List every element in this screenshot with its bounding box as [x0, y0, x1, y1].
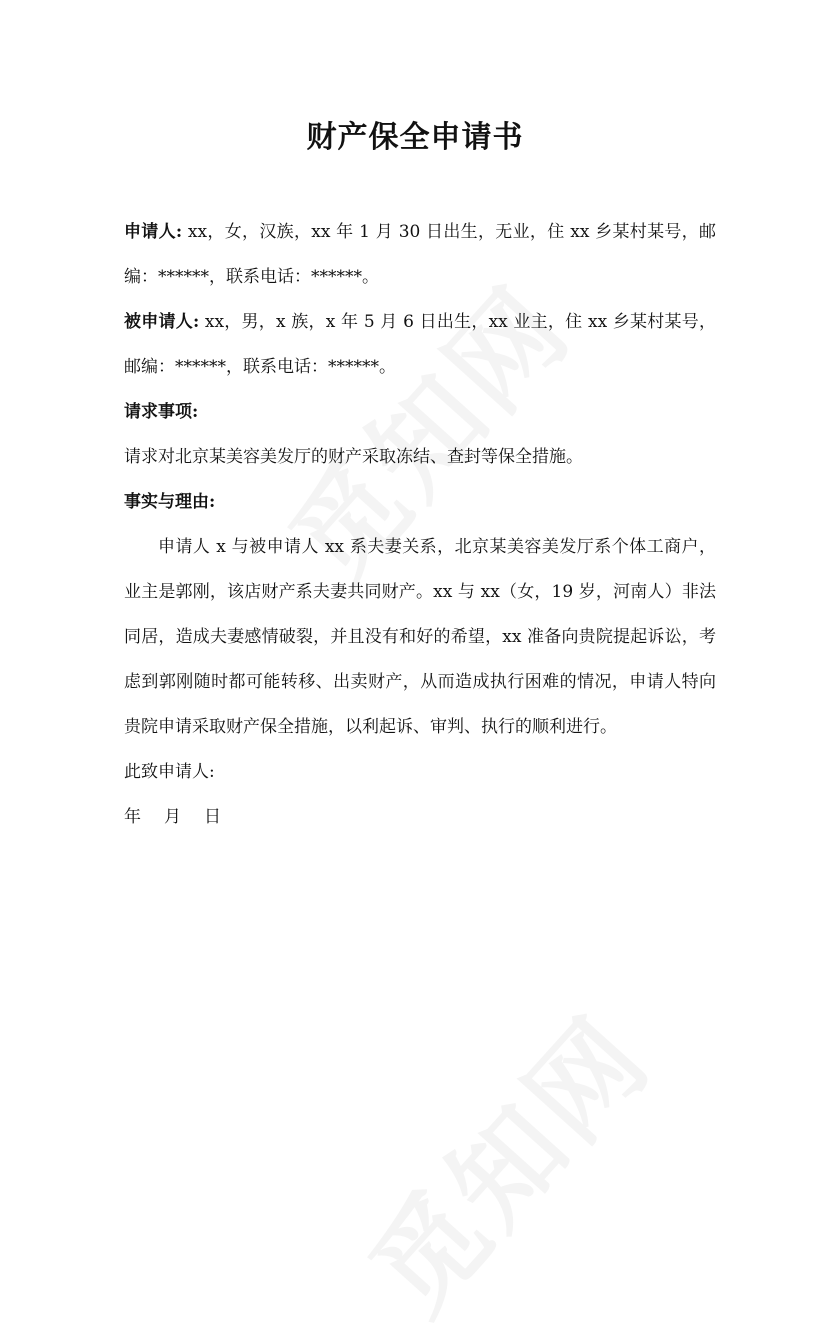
watermark	[329, 977, 679, 1341]
date-year: 年	[124, 807, 141, 827]
request-text: 请求对北京某美容美发厅的财产采取冻结、查封等保全措施。	[124, 447, 583, 467]
date-day: 日	[204, 807, 221, 827]
closing-text: 此致申请人:	[124, 762, 215, 782]
applicant-paragraph	[124, 210, 716, 300]
applicant-label: 申请人:	[124, 222, 183, 242]
date-month: 月	[164, 807, 181, 827]
respondent-text: xx，男，x 族，x 年 5 月 6 日出生，xx 业主，住 xx 乡某村某号，邮编：******，联系电话：******。	[124, 312, 716, 377]
request-heading: 请求事项:	[124, 402, 199, 422]
applicant-text: xx，女，汉族，xx 年 1 月 30 日出生，无业，住 xx 乡某村某号，邮编：******，联系电话：******。	[124, 222, 716, 287]
document-body	[124, 210, 716, 840]
facts-text: 申请人 x 与被申请人 xx 系夫妻关系，北京某美容美发厅系个体工商户，业主是郭刚，该店财产系夫妻共同财产。xx 与 xx（女，19 岁，河南人）非法同居，造成夫妻感情破裂，并且没有和好的希望，xx 准备向贵院提起诉讼，考虑到郭刚随时都可能转移、出卖财产，从而造成执行困难的情况，申请人特向贵院申请采取财产保全措施，以利起诉、审判、执行的顺利进行。	[124, 537, 716, 737]
facts-heading: 事实与理由:	[124, 492, 216, 512]
respondent-label: 被申请人:	[124, 312, 200, 332]
date-line	[124, 795, 716, 840]
respondent-paragraph	[124, 300, 716, 390]
document-title: 财产保全申请书	[306, 120, 524, 155]
